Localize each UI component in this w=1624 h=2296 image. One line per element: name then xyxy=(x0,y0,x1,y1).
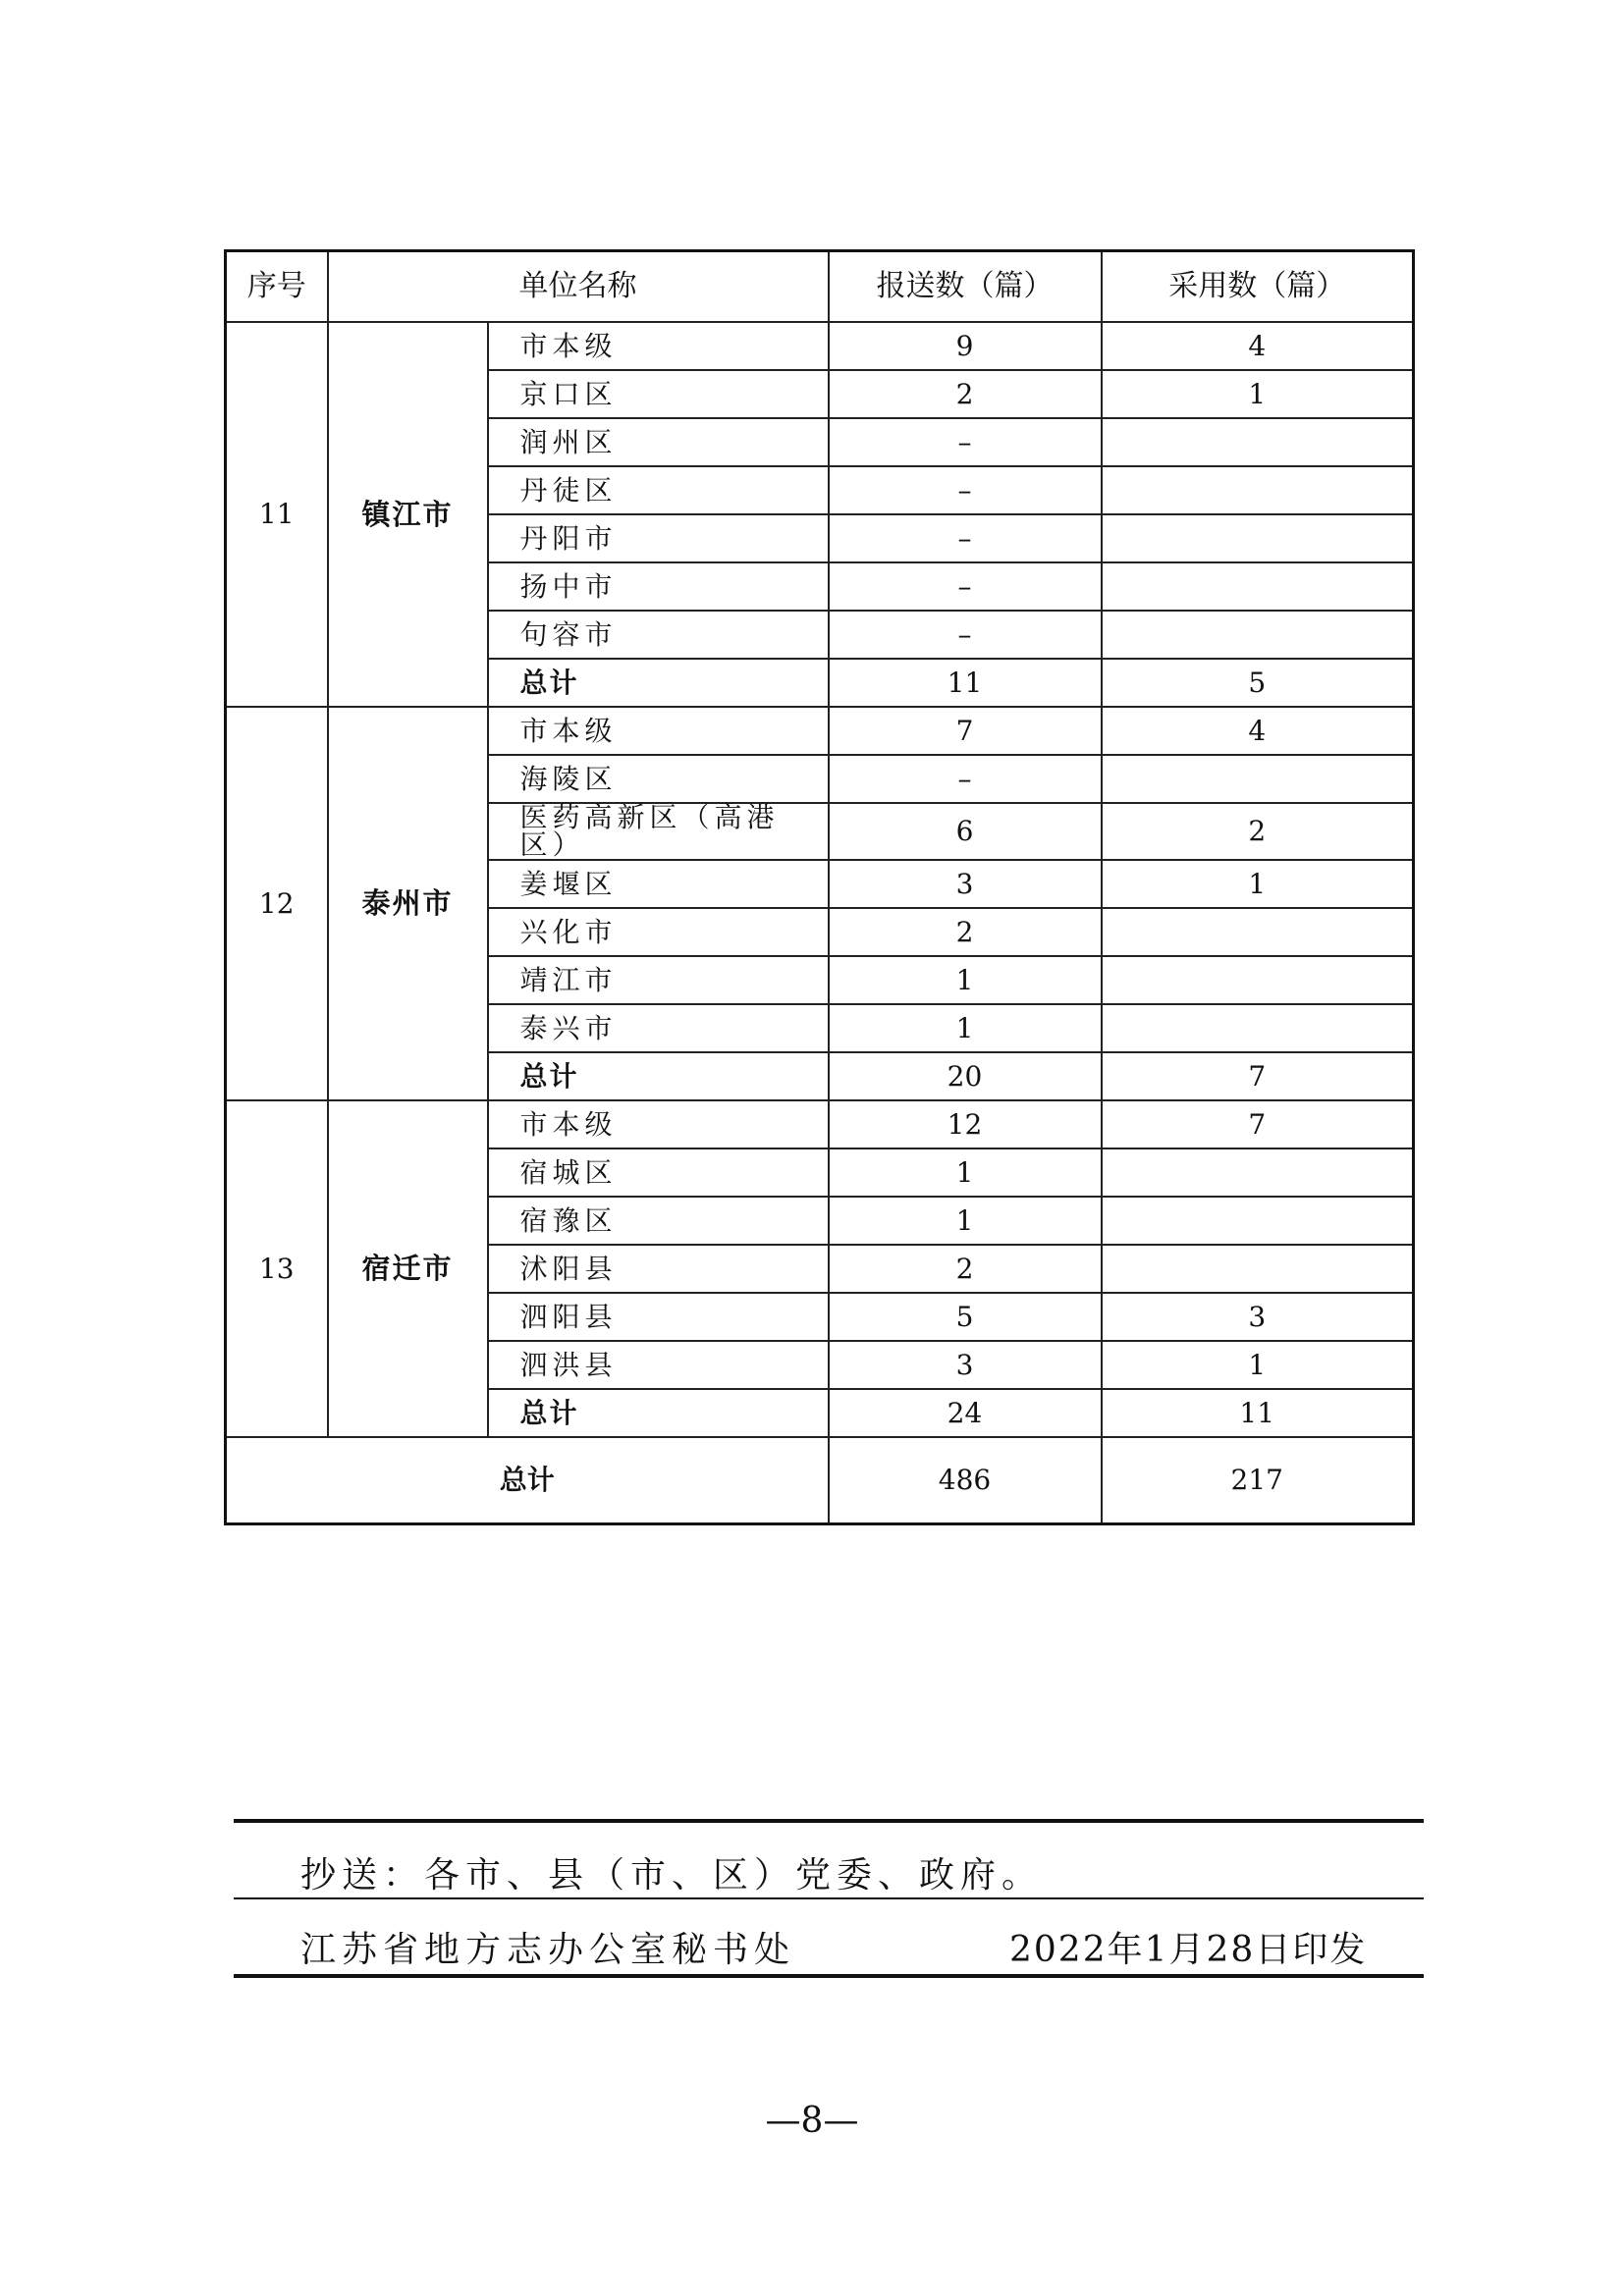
table-row xyxy=(226,322,1414,370)
adopted-count xyxy=(1102,1245,1414,1293)
grand-total-row xyxy=(226,1437,1414,1524)
header-unit: 单位名称 xyxy=(328,251,829,323)
submitted-count: 9 xyxy=(829,322,1102,370)
adopted-count xyxy=(1102,1148,1414,1197)
district-name: 京口区 xyxy=(488,370,829,418)
submitted-count: 12 xyxy=(829,1100,1102,1148)
adopted-count: 2 xyxy=(1102,803,1414,860)
submitted-count: 1 xyxy=(829,956,1102,1004)
adopted-count: 7 xyxy=(1102,1100,1414,1148)
district-name: 泗洪县 xyxy=(488,1341,829,1389)
adopted-count xyxy=(1102,562,1414,611)
submitted-count: – xyxy=(829,611,1102,659)
issue-date: 2022年1月28日印发 xyxy=(1009,1930,1368,1970)
table-row xyxy=(226,1100,1414,1148)
submitted-count: – xyxy=(829,755,1102,803)
adopted-count xyxy=(1102,1004,1414,1052)
district-name: 泰兴市 xyxy=(488,1004,829,1052)
submitted-count: – xyxy=(829,514,1102,562)
district-name: 市本级 xyxy=(488,707,829,755)
adopted-count: 4 xyxy=(1102,322,1414,370)
group-seq: 13 xyxy=(226,1100,328,1437)
grand-total-label: 总计 xyxy=(226,1437,829,1524)
adopted-count xyxy=(1102,956,1414,1004)
subtotal-adopted: 7 xyxy=(1102,1052,1414,1100)
adopted-count: 1 xyxy=(1102,1341,1414,1389)
district-name: 宿城区 xyxy=(488,1148,829,1197)
table-body xyxy=(226,322,1414,1524)
subtotal-submitted: 11 xyxy=(829,659,1102,707)
subtotal-label: 总计 xyxy=(488,659,829,707)
district-name: 海陵区 xyxy=(488,755,829,803)
district-name: 兴化市 xyxy=(488,908,829,956)
group-city: 镇江市 xyxy=(328,322,488,707)
page-number: —8— xyxy=(765,2101,859,2141)
district-name: 句容市 xyxy=(488,611,829,659)
district-name: 宿豫区 xyxy=(488,1197,829,1245)
submitted-count: 2 xyxy=(829,370,1102,418)
grand-total-submitted: 486 xyxy=(829,1437,1102,1524)
district-name: 润州区 xyxy=(488,418,829,466)
issuer: 江苏省地方志办公室秘书处 xyxy=(300,1930,796,1970)
adopted-count xyxy=(1102,514,1414,562)
table-row xyxy=(226,707,1414,755)
district-name: 泗阳县 xyxy=(488,1293,829,1341)
subtotal-label: 总计 xyxy=(488,1389,829,1437)
submitted-count: – xyxy=(829,466,1102,514)
district-name: 医药高新区（高港区） xyxy=(488,803,829,860)
submitted-count: 7 xyxy=(829,707,1102,755)
district-name: 丹徒区 xyxy=(488,466,829,514)
district-name: 沭阳县 xyxy=(488,1245,829,1293)
submitted-count: 1 xyxy=(829,1148,1102,1197)
district-name: 扬中市 xyxy=(488,562,829,611)
grand-total-adopted: 217 xyxy=(1102,1437,1414,1524)
submitted-count: 5 xyxy=(829,1293,1102,1341)
submitted-count: 3 xyxy=(829,860,1102,908)
group-seq: 11 xyxy=(226,322,328,707)
adopted-count xyxy=(1102,755,1414,803)
adopted-count: 1 xyxy=(1102,370,1414,418)
adopted-count xyxy=(1102,611,1414,659)
header-adopted: 采用数（篇） xyxy=(1102,251,1414,323)
submitted-count: 3 xyxy=(829,1341,1102,1389)
group-seq: 12 xyxy=(226,707,328,1100)
group-city: 泰州市 xyxy=(328,707,488,1100)
subtotal-adopted: 5 xyxy=(1102,659,1414,707)
adopted-count: 3 xyxy=(1102,1293,1414,1341)
submitted-count: 2 xyxy=(829,1245,1102,1293)
subtotal-adopted: 11 xyxy=(1102,1389,1414,1437)
adopted-count xyxy=(1102,1197,1414,1245)
adopted-count xyxy=(1102,908,1414,956)
header-seq: 序号 xyxy=(226,251,328,323)
submitted-count: – xyxy=(829,418,1102,466)
district-name: 姜堰区 xyxy=(488,860,829,908)
header-submitted: 报送数（篇） xyxy=(829,251,1102,323)
subtotal-label: 总计 xyxy=(488,1052,829,1100)
district-name: 丹阳市 xyxy=(488,514,829,562)
submitted-count: 6 xyxy=(829,803,1102,860)
district-name: 市本级 xyxy=(488,1100,829,1148)
submitted-count: – xyxy=(829,562,1102,611)
table-header-row xyxy=(226,251,1414,323)
footer-bottom-rule xyxy=(234,1974,1424,1978)
submitted-count: 1 xyxy=(829,1004,1102,1052)
district-name: 靖江市 xyxy=(488,956,829,1004)
submitted-count: 2 xyxy=(829,908,1102,956)
footer-top-rule xyxy=(234,1819,1424,1823)
adopted-count: 4 xyxy=(1102,707,1414,755)
cc-line: 抄送：各市、县（市、区）党委、政府。 xyxy=(300,1855,1044,1896)
statistics-table xyxy=(224,249,1415,1525)
subtotal-submitted: 20 xyxy=(829,1052,1102,1100)
group-city: 宿迁市 xyxy=(328,1100,488,1437)
district-name: 市本级 xyxy=(488,322,829,370)
submitted-count: 1 xyxy=(829,1197,1102,1245)
adopted-count xyxy=(1102,466,1414,514)
subtotal-submitted: 24 xyxy=(829,1389,1102,1437)
adopted-count xyxy=(1102,418,1414,466)
footer-middle-rule xyxy=(234,1897,1424,1899)
adopted-count: 1 xyxy=(1102,860,1414,908)
